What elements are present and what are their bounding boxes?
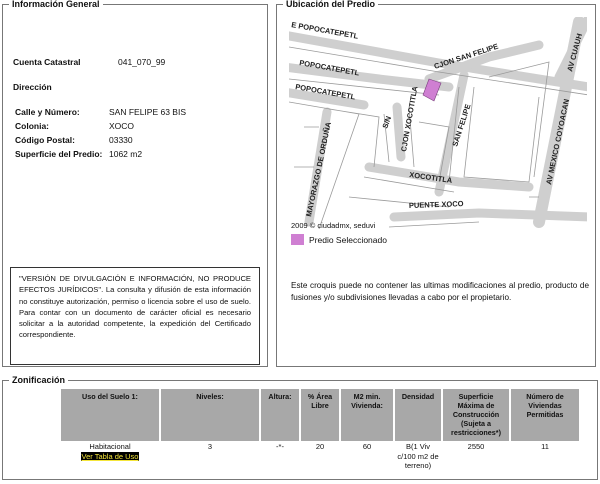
legal-notice: "VERSIÓN DE DIVULGACIÓN E INFORMACIÓN, NO PRODUCE EFECTOS JURÍDICOS". La consulta y difusión de esta información no constituye autorización, permiso o licencia sobre el uso de suelo. Para contar con un documento de carácter oficial es necesario solicitar a la autoridad competente, la expedición del Certificado correspondiente.: [10, 267, 260, 365]
cell-viviendas: 11: [541, 442, 549, 451]
street-label-popocatepetl-2: POPOCATEPETL: [298, 58, 360, 78]
superficie-predio-label: Superficie del Predio:: [15, 149, 103, 159]
superficie-predio-value: 1062 m2: [109, 149, 143, 159]
zonificacion-panel: [2, 375, 598, 480]
cuenta-catastral-label: Cuenta Catastral: [13, 57, 81, 67]
street-label-xocotitla: XOCOTITLA: [408, 170, 453, 186]
street-label-sn: S/N: [380, 114, 394, 130]
cuenta-catastral-value: 041_070_99: [118, 57, 166, 67]
header-uso-suelo: Uso del Suelo 1:: [61, 389, 159, 441]
street-label-puente-xoco: PUENTE XOCO: [408, 199, 464, 210]
direccion-heading: Dirección: [13, 82, 52, 92]
header-m2-vivienda: M2 min. Vivienda:: [341, 389, 393, 441]
street-label-popocatepetl-1: E POPOCATEPETL: [290, 20, 359, 41]
map-credit: 2009 © ciudadmx, seduvi: [291, 221, 376, 230]
header-superficie-maxima: Superficie Máxima de Construcción (Sujeta a restricciones*): [443, 389, 509, 441]
street-label-cjon-xocotitla: CJON XOCOTITLA: [399, 85, 420, 153]
cell-area-libre: 20: [315, 442, 325, 451]
codigo-postal-label: Código Postal:: [15, 135, 75, 145]
predio-swatch: [291, 234, 304, 245]
map-disclaimer: Este croquis puede no contener las ultimas modificaciones al predio, producto de fusiones y/o subdivisiones llevadas a cabo por el propietario.: [291, 281, 589, 302]
cell-densidad: B(1 Viv c/100 m2 de terreno): [397, 442, 439, 470]
header-area-libre: % Área Libre: [301, 389, 339, 441]
street-label-cjon-san-felipe: CJON SAN FELIPE: [432, 41, 500, 71]
street-label-av-cuauh: AV CUAUH: [565, 32, 585, 73]
ubicacion-predio-legend: Ubicación del Predio: [283, 0, 378, 10]
calle-numero-value: SAN FELIPE 63 BIS: [109, 107, 187, 117]
header-niveles: Niveles:: [161, 389, 259, 441]
colonia-value: XOCO: [109, 121, 135, 131]
location-map[interactable]: [289, 17, 587, 229]
colonia-label: Colonia:: [15, 121, 49, 131]
header-altura: Altura:: [261, 389, 299, 441]
zonificacion-table: [59, 389, 581, 472]
street-label-popocatepetl-3: POPOCATEPETL: [294, 82, 356, 102]
street-label-san-felipe: SAN FELIPE: [450, 102, 473, 148]
predio-swatch-label: Predio Seleccionado: [309, 235, 387, 245]
header-densidad: Densidad: [395, 389, 441, 441]
zonificacion-legend: Zonificación: [9, 374, 68, 386]
informacion-general-panel: [2, 0, 268, 367]
road-puente-xoco: [394, 213, 587, 217]
uso-value: Habitacional: [89, 442, 131, 451]
informacion-general-legend: Información General: [9, 0, 103, 10]
cell-superficie: 2550: [467, 442, 485, 451]
cell-uso: [61, 441, 159, 472]
calle-numero-label: Calle y Número:: [15, 107, 80, 117]
street-map-svg: [289, 17, 587, 229]
ubicacion-predio-panel: [276, 0, 596, 367]
cell-niveles: 3: [207, 442, 213, 451]
header-viviendas-permitidas: Número de Viviendas Permitidas: [511, 389, 579, 441]
table-row: [61, 441, 579, 472]
zonificacion-header-row: [61, 389, 579, 441]
codigo-postal-value: 03330: [109, 135, 133, 145]
street-label-mayorazgo: MAYORAZGO DE ORDUÑA: [304, 121, 334, 218]
street-label-av-mexico-coyoacan: AV MEXICO COYOACAN: [544, 98, 572, 186]
cell-m2-min: 60: [362, 442, 372, 451]
cell-altura: -*-: [276, 442, 284, 451]
ver-tabla-uso-link[interactable]: Ver Tabla de Uso: [81, 451, 139, 461]
